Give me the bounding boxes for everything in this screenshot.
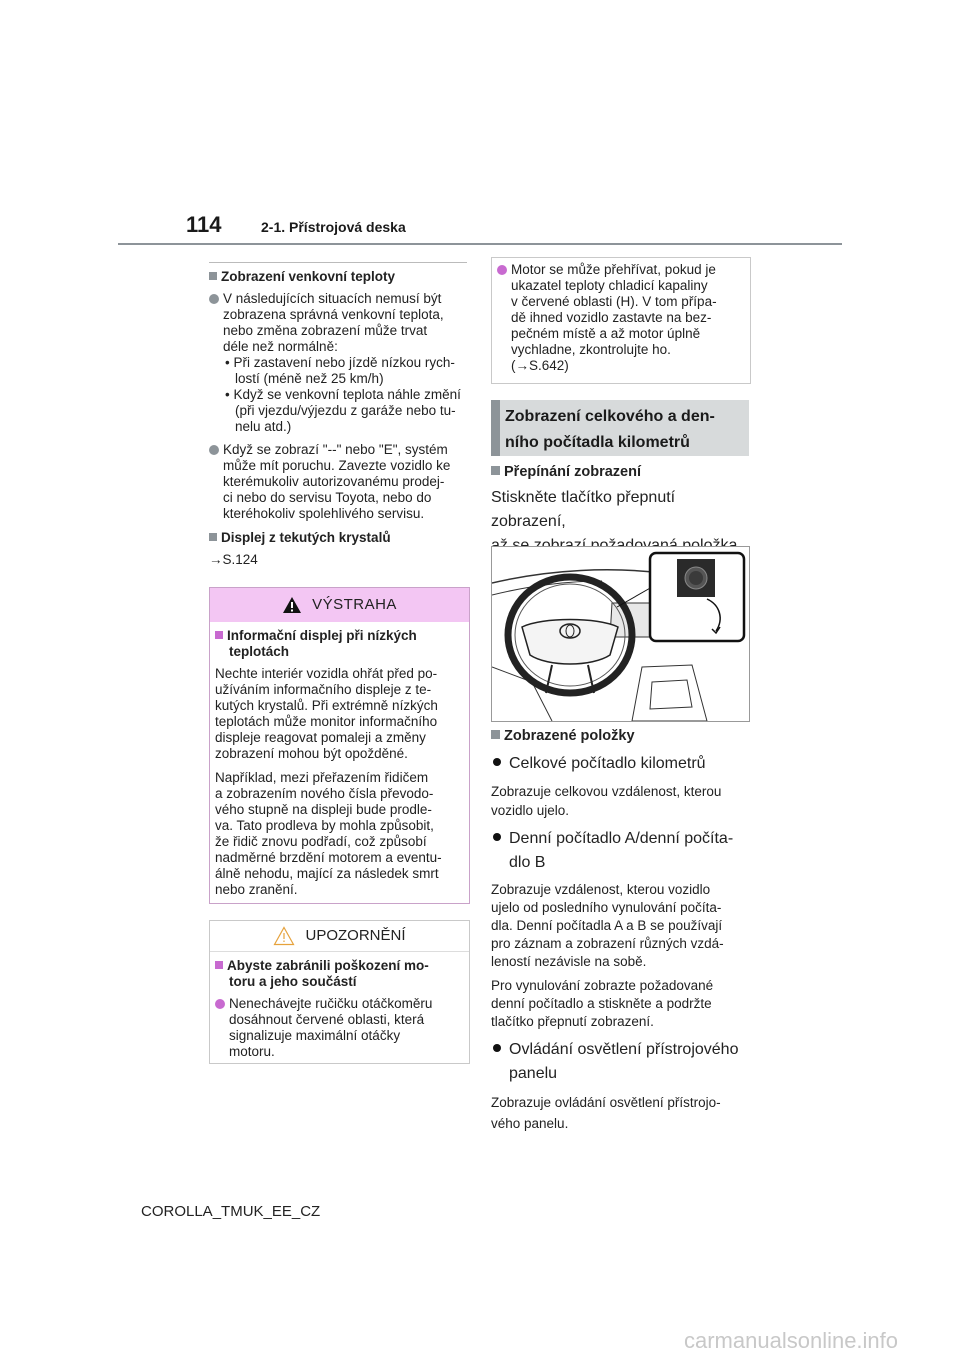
line: Zobrazuje vzdálenost, kterou vozidlo xyxy=(491,882,711,897)
filled-bullet-icon xyxy=(493,758,501,766)
line: Zobrazení celkového a den- xyxy=(505,408,715,425)
item-2-desc xyxy=(491,881,756,971)
switch-title: Přepínání zobrazení xyxy=(504,464,641,480)
item-1-label: Celkové počítadlo kilometrů xyxy=(509,755,706,772)
item-2-desc-2 xyxy=(491,977,756,1031)
line: dlo B xyxy=(509,854,546,871)
line: nadměrné brzdění motorem a eventu- xyxy=(215,850,442,865)
line: zobrazení mohou být opožděné. xyxy=(215,746,408,761)
item-1-desc xyxy=(491,782,756,820)
note-ref-link[interactable]: (→S.642) xyxy=(511,358,569,373)
line: tlačítko přepnutí zobrazení. xyxy=(491,1014,654,1029)
odometer-section-box xyxy=(491,400,749,456)
line: kterémukoliv autorizovanému prodej- xyxy=(223,474,445,489)
line: kutých krystalů. Při extrémně nízkých xyxy=(215,698,438,713)
line: displeje reagovat pomaleji a změny xyxy=(215,730,426,745)
line: Stiskněte tlačítko přepnutí zobrazení, xyxy=(491,489,676,530)
line: álně nehodu, mající za následek smrt xyxy=(215,866,439,881)
square-bullet-icon xyxy=(209,272,217,280)
line: Při zastavení nebo jízdě nízkou rych- xyxy=(233,355,455,370)
item-2 xyxy=(491,827,756,875)
header-rule xyxy=(118,243,842,245)
line: Nechte interiér vozidla ohřát před po- xyxy=(215,666,438,681)
warning-p2 xyxy=(215,770,464,898)
lcd-heading xyxy=(209,530,471,546)
square-bullet-icon xyxy=(491,730,500,739)
note-box xyxy=(491,257,751,384)
line: Motor se může přehřívat, pokud je xyxy=(511,262,716,277)
caution-title: UPOZORNĚNÍ xyxy=(305,927,406,944)
warning-box xyxy=(209,587,470,904)
line: Zobrazuje ovládání osvětlení přístrojo- xyxy=(491,1095,721,1110)
line: panelu xyxy=(509,1065,558,1082)
line: ního počítadla kilometrů xyxy=(505,434,690,451)
item-3-desc xyxy=(491,1092,756,1134)
footer-model: COROLLA_TMUK_EE_CZ xyxy=(141,1203,321,1220)
dashboard-drawing xyxy=(492,547,749,721)
caution-header xyxy=(210,921,469,952)
line: dě ihned vozidlo zastavte na bez- xyxy=(511,310,712,325)
line: kteréhokoliv spolehlivého servisu. xyxy=(223,506,425,521)
line: toru a jeho součástí xyxy=(229,974,357,989)
line: Zobrazuje celkovou vzdálenost, kterou xyxy=(491,784,722,799)
lcd-ref-link[interactable]: →S.124 xyxy=(209,552,258,567)
line: signalizuje maximální otáčky xyxy=(229,1028,401,1043)
outside-temp-bullet-1: • Při zastavení nebo jízdě nízkou rych- lostí (méně než 25 km/h) xyxy=(225,355,455,386)
line: vého stupně na displeji bude prodle- xyxy=(215,802,432,817)
line: lostí (méně než 25 km/h) xyxy=(235,371,384,386)
line: Když se venkovní teplota náhle změní xyxy=(233,387,461,402)
line: může mít poruchu. Zavezte vozidlo ke xyxy=(223,458,451,473)
filled-bullet-icon xyxy=(493,833,501,841)
line: Nenechávejte ručičku otáčkoměru xyxy=(229,996,433,1011)
outside-temp-heading xyxy=(209,269,471,285)
line: vozidlo ujelo. xyxy=(491,803,570,818)
line: Informační displej při nízkých xyxy=(227,628,417,643)
caution-triangle-icon xyxy=(273,926,295,946)
item-1 xyxy=(491,752,756,776)
left-column xyxy=(209,262,471,568)
line: v červené oblasti (H). V tom přípa- xyxy=(511,294,717,309)
warning-title: VÝSTRAHA xyxy=(312,596,397,613)
square-bullet-icon xyxy=(209,533,217,541)
line: Pro vynulování zobrazte požadované xyxy=(491,978,714,993)
line: nelu atd.) xyxy=(235,419,292,434)
round-bullet-icon xyxy=(209,294,219,304)
outside-temp-p2 xyxy=(209,442,471,522)
line: pro záznam a zobrazení různých vzdá- xyxy=(491,936,724,951)
filled-bullet-icon xyxy=(493,1044,501,1052)
line: (při vjezdu/výjezdu z garáže nebo tu- xyxy=(235,403,456,418)
watermark: carmanualsonline.info xyxy=(684,1328,899,1353)
line: ukazatel teploty chladicí kapaliny xyxy=(511,278,708,293)
square-bullet-icon xyxy=(491,466,500,475)
square-bullet-icon xyxy=(215,961,223,969)
top-divider xyxy=(209,262,467,263)
lcd-title: Displej z tekutých krystalů xyxy=(221,530,391,545)
line: nebo zranění. xyxy=(215,882,298,897)
line: Když se zobrazí "--" nebo "E", systém xyxy=(223,442,448,457)
outside-temp-bullet-2: • Když se venkovní teplota náhle změní (při vjezdu/výjezdu z garáže nebo tu- nelu atd.) xyxy=(225,387,461,434)
items-title: Zobrazené položky xyxy=(504,728,635,744)
warning-header xyxy=(210,588,469,622)
line: teplotách xyxy=(229,644,290,659)
line: a zobrazením nového čísla převodo- xyxy=(215,786,434,801)
line: motoru. xyxy=(229,1044,275,1059)
section-accent-bar xyxy=(491,400,500,456)
line: teplotách může monitor informačního xyxy=(215,714,438,729)
line: Ovládání osvětlení přístrojového xyxy=(509,1041,739,1058)
line: Abyste zabránili poškození mo- xyxy=(227,958,429,973)
items-section xyxy=(491,728,756,1134)
line: zobrazena správná venkovní teplota, xyxy=(223,307,444,322)
line: va. Tato prodleva by mohla způsobit, xyxy=(215,818,434,833)
note-text xyxy=(497,262,746,374)
round-bullet-icon xyxy=(209,445,219,455)
caution-subtitle xyxy=(215,958,464,990)
line: vého panelu. xyxy=(491,1116,569,1131)
line: dla. Denní počítadla A a B se používají xyxy=(491,918,723,933)
page-number: 114 xyxy=(186,212,222,237)
line: denní počítadlo a stiskněte a podržte xyxy=(491,996,712,1011)
items-heading xyxy=(491,728,756,744)
warning-subtitle xyxy=(215,628,464,660)
round-bullet-icon xyxy=(215,999,225,1009)
line: leností nezávisle na sobě. xyxy=(491,954,647,969)
square-bullet-icon xyxy=(215,631,223,639)
line: užíváním informačního displeje z te- xyxy=(215,682,432,697)
outside-temp-title: Zobrazení venkovní teploty xyxy=(221,269,396,284)
line: Například, mezi přeřazením řidičem xyxy=(215,770,429,785)
switch-section xyxy=(491,464,753,558)
switch-heading xyxy=(491,464,753,480)
line: V následujících situacích nemusí být xyxy=(223,291,442,306)
warning-p1 xyxy=(215,666,464,762)
odometer-section-title xyxy=(505,404,715,456)
outside-temp-p1 xyxy=(209,291,471,355)
line: že řidič znovu podřadí, což způsobí xyxy=(215,834,427,849)
line: pečném místě a až motor úplně xyxy=(511,326,701,341)
line: Denní počítadlo A/denní počíta- xyxy=(509,830,734,847)
line: nebo změna zobrazení může trvat xyxy=(223,323,428,338)
section-title: 2-1. Přístrojová deska xyxy=(261,219,406,235)
item-3 xyxy=(491,1038,756,1086)
warning-triangle-icon xyxy=(282,596,302,614)
dashboard-illustration xyxy=(491,546,750,722)
round-bullet-icon xyxy=(497,265,507,275)
caution-p1 xyxy=(215,996,464,1060)
caution-box xyxy=(209,920,470,1064)
line: ujelo od posledního vynulování počíta- xyxy=(491,900,722,915)
line: vychladne, zkontrolujte ho. xyxy=(511,342,671,357)
line: dosáhnout červené oblasti, která xyxy=(229,1012,425,1027)
line: ci nebo do servisu Toyota, nebo do xyxy=(223,490,432,505)
line: déle než normálně: xyxy=(223,339,338,354)
